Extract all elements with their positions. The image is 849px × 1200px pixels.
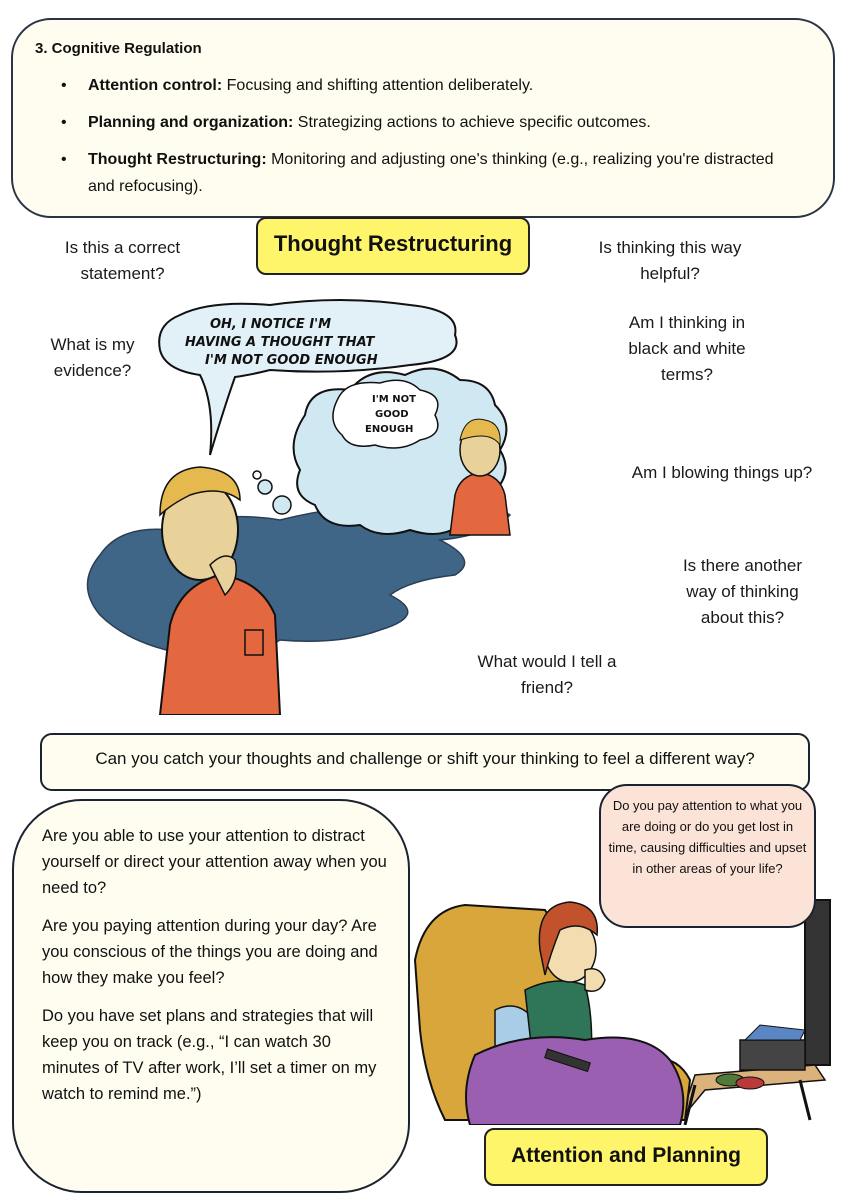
challenge-prompt-box [40, 733, 810, 791]
lost-in-time-bubble [599, 784, 816, 928]
attention-planning-label: Attention and Planning [484, 1128, 768, 1186]
question-tell-friend: What would I tell a friend? [477, 652, 617, 697]
attention-paragraph: Do you have set plans and strategies that will keep you on track (e.g., “I can watch 30 minutes of TV after work, I’ll set a timer on my watch to remind me.”) [42, 1007, 377, 1103]
speech-line-1: OH, I NOTICE I'M [210, 317, 332, 332]
definition-item [61, 109, 801, 136]
speech-line-2: HAVING A THOUGHT THAT [185, 335, 375, 350]
attention-questions-box [12, 799, 410, 1193]
challenge-prompt-text: Can you catch your thoughts and challenge or shift your thinking to feel a different way? [95, 749, 755, 768]
question-black-white: Am I thinking in black and white terms? [628, 313, 746, 384]
question-correct-statement: Is this a correct statement? [64, 238, 181, 283]
definition-item [61, 72, 801, 99]
cognitive-regulation-box [11, 18, 835, 218]
attention-questions [42, 823, 392, 1119]
question-evidence: What is my evidence? [50, 335, 135, 380]
definition-term: Planning and organization: [88, 114, 294, 131]
inner-thought-line-1: I'M NOT [372, 394, 416, 405]
section-title: 3. Cognitive Regulation [35, 40, 202, 57]
definition-item [61, 146, 801, 200]
speech-line-3: I'M NOT GOOD ENOUGH [205, 353, 378, 368]
question-helpful: Is thinking this way helpful? [598, 238, 742, 283]
definition-desc: Monitoring and adjusting one's thinking (e.g., realizing you're distracted and refocusing). [88, 151, 774, 195]
attention-paragraph: Are you paying attention during your day? Are you conscious of the things you are doing and how they make you feel? [42, 917, 378, 987]
thought-restructuring-label: Thought Restructuring [256, 217, 530, 275]
attention-paragraph: Are you able to use your attention to distract yourself or direct your attention away when you need to? [42, 827, 387, 897]
definition-term: Attention control: [88, 77, 223, 94]
definition-desc: Strategizing actions to achieve specific outcomes. [293, 114, 651, 131]
definition-desc: Focusing and shifting attention deliberately. [222, 77, 534, 94]
inner-thought-line-2: GOOD [375, 409, 409, 420]
definition-list [61, 72, 801, 210]
thinking-man-illustration [60, 295, 620, 715]
definition-term: Thought Restructuring: [88, 151, 267, 168]
question-blowing-up: Am I blowing things up? [631, 463, 813, 482]
question-another-way: Is there another way of thinking about this? [682, 556, 803, 627]
inner-thought-line-3: ENOUGH [365, 424, 414, 435]
lost-in-time-text: Do you pay attention to what you are doing or do you get lost in time, causing difficulties and upset in other areas of your life? [608, 798, 807, 876]
